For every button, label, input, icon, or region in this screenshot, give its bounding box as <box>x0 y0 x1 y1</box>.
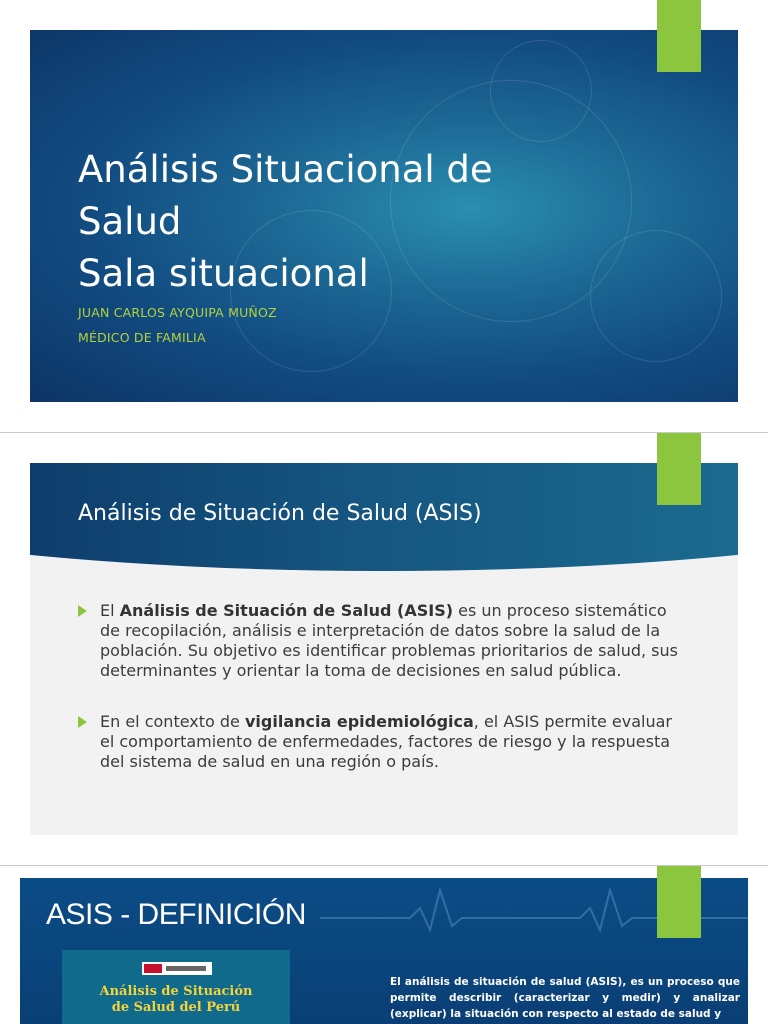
author-role: MÉDICO DE FAMILIA <box>78 330 206 345</box>
content-slide <box>30 463 738 835</box>
bullet-text: es un proceso sistemático de recopilación, análisis e interpretación de datos sobre la salud de la población. Su objetivo es identificar problemas prioritarios de salud, sus determinantes y orientar la toma de decisiones en salud pública. <box>100 601 678 680</box>
accent-tab <box>657 866 701 938</box>
bullet-text: , el ASIS permite evaluar el comportamiento de enfermedades, factores de riesgo y la respuesta del sistema de salud en una región o país. <box>100 712 673 771</box>
ministry-logo <box>142 962 212 975</box>
title-line: Salud <box>78 200 182 243</box>
slide-heading: ASIS - DEFINICIÓN <box>46 898 306 931</box>
page-divider <box>0 865 768 866</box>
bullet-text: En el contexto de <box>100 712 245 731</box>
accent-tab <box>657 0 701 72</box>
accent-tab <box>657 433 701 505</box>
bullet-arrow-icon <box>78 716 87 728</box>
title-line: Análisis Situacional de <box>78 148 493 191</box>
report-cover-image <box>62 950 290 1024</box>
ministry-mark <box>166 966 206 971</box>
bullet-item <box>78 712 678 772</box>
slide-title <box>78 144 678 300</box>
cover-title-line: Análisis de Situación <box>99 984 253 999</box>
cover-title <box>62 984 290 1016</box>
bullet-bold-term: vigilancia epidemiológica <box>244 712 474 731</box>
cover-title-line: de Salud del Perú <box>111 1000 241 1015</box>
page-divider <box>0 432 768 433</box>
title-slide <box>30 30 738 402</box>
bullet-bold-term: Análisis de Situación de Salud (ASIS) <box>119 601 454 620</box>
bullet-text: El <box>100 601 120 620</box>
bullet-arrow-icon <box>78 605 87 617</box>
slide-heading: Análisis de Situación de Salud (ASIS) <box>78 501 482 526</box>
definition-slide <box>20 878 748 1024</box>
bullet-item <box>78 601 678 681</box>
definition-text: El análisis de situación de salud (ASIS), es un proceso que permite describir (caracterizar y medir) y analizar (explicar) la situación con respecto al estado de salud y <box>390 976 740 1020</box>
author-name: JUAN CARLOS AYQUIPA MUÑOZ <box>78 305 277 320</box>
decorative-circle <box>490 40 592 142</box>
peru-flag-icon <box>144 964 162 973</box>
title-line: Sala situacional <box>78 252 369 295</box>
